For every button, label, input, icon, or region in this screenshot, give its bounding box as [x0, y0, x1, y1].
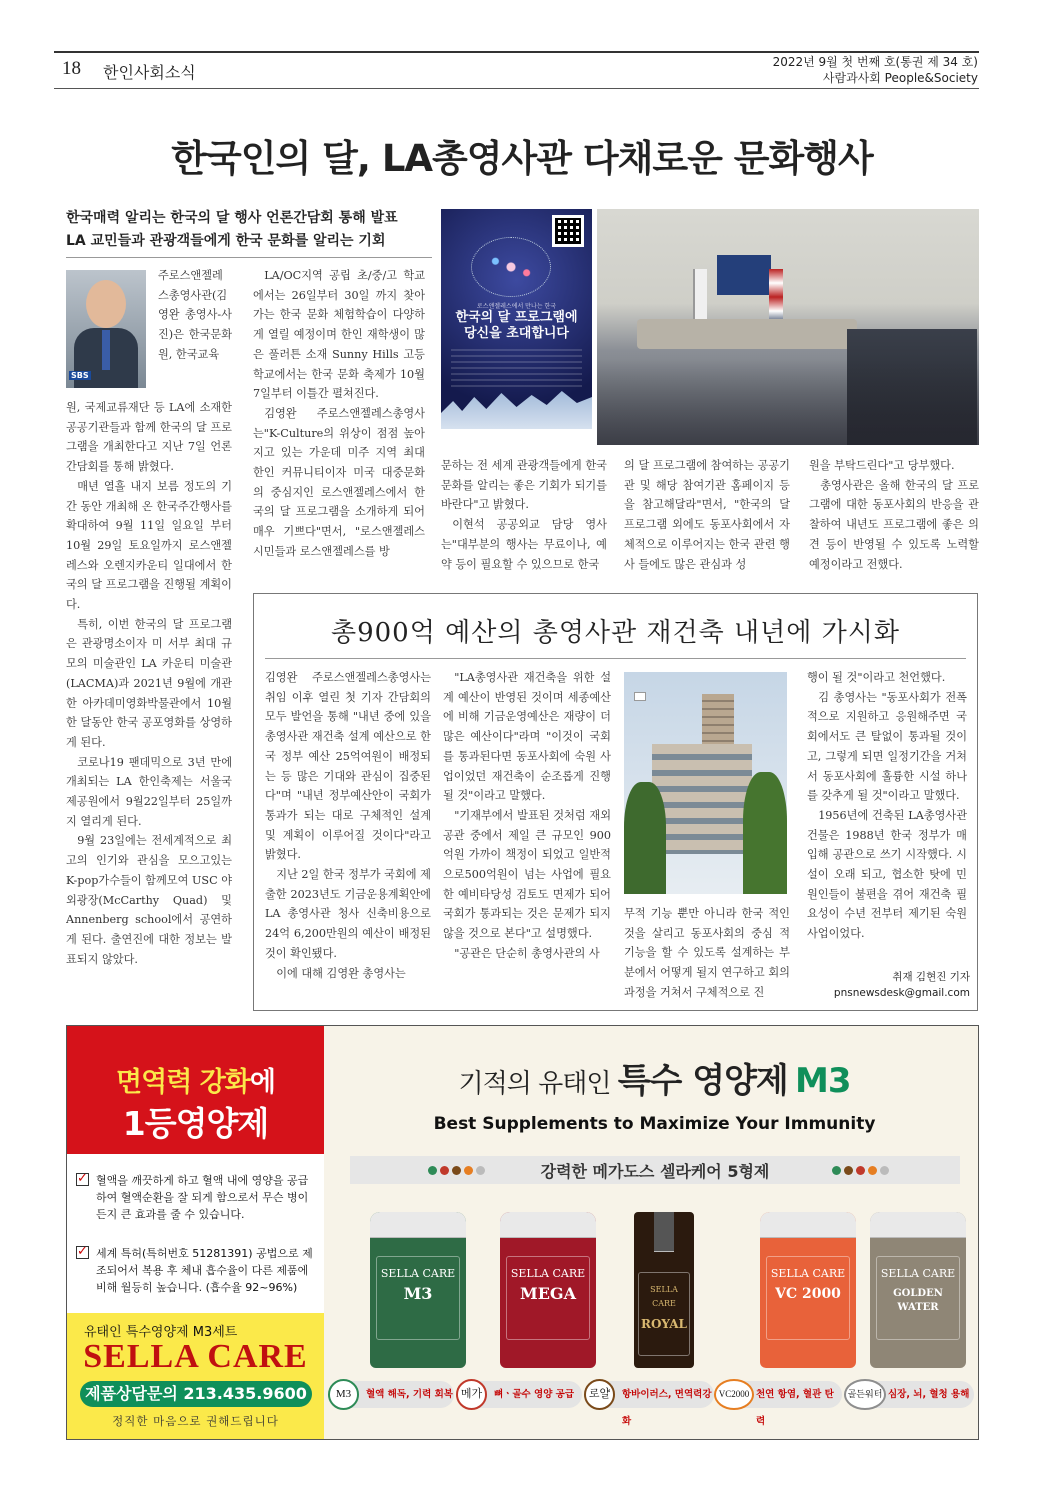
ad-check-text-2: 세계 특허(특허번호 51281391) 공법으로 제조되어서 복용 후 체내 흡수율이 다른 제품에 비해 월등히 높습니다. (흡수율 92~96%) — [96, 1247, 313, 1294]
reporter-name: 취재 김현진 기자 — [892, 971, 970, 983]
a2-col3-para-1: 무적 기능 뿐만 아니라 한국 적인 것을 살리고 동포사회의 중심 적 기능을 할 수 있도록 설계하는 부분에서 어떻게 될지 연구하고 회의 과정을 거쳐서 구체적으로 진 — [624, 907, 790, 999]
col5-para-1: 원을 부탁드린다"고 당부했다. — [809, 459, 955, 472]
article1-col5 — [809, 456, 979, 574]
reporter-email[interactable]: pnsnewsdesk@gmail.com — [833, 987, 970, 999]
a2-col2-para-3: "공관은 단순히 총영사관의 사 — [454, 946, 600, 960]
subhead-line-1: 한국매력 알리는 한국의 달 행사 언론간담회 통해 발표 — [66, 210, 398, 226]
poster-title-line-1: 한국의 달 프로그램에 — [455, 310, 578, 325]
ad-main-title — [330, 1053, 979, 1102]
ad-phone-button[interactable]: 제품상담문의 213.435.9600 — [80, 1381, 312, 1407]
col1-para-2: 매년 열흘 내지 보름 정도의 기간 동안 개최해 온 한국주간행사를 확대하여 9월 11일 일요일 부터 10월 29일 토요일까지 로스앤젤레스와 오렌지카운티 일대에서 한국의 달 프로그램을 진행될 계획이다. — [66, 479, 232, 612]
ad-check-text-1: 혈액을 깨끗하게 하고 혈액 내에 영양을 공급하여 혈액순환을 잘 되게 함으로서 무슨 병이든지 큰 효과를 줄 수 있습니다. — [96, 1174, 309, 1221]
article2-col2 — [443, 668, 611, 1008]
article2-col3 — [624, 904, 790, 1003]
tree-right — [743, 772, 787, 894]
pill-m3 — [330, 1381, 454, 1408]
bottle-vc2000 — [760, 1212, 856, 1368]
bottle-name: ROYAL — [641, 1317, 687, 1331]
broadcaster-logo: SBS — [71, 371, 89, 380]
bottle-name: GOLDEN WATER — [893, 1288, 943, 1313]
ad-title-product: M3 — [795, 1061, 851, 1101]
col5-para-2: 총영사관은 올해 한국의 달 프로그램에 대한 동포사회의 반응을 관찰하여 내년도 프로그램에 좋은 의견 등이 반영될 수 있도록 노력할 예정이라고 전했다. — [809, 478, 979, 571]
ad-band-text: 강력한 메가도스 셀라케어 5형제 — [540, 1162, 770, 1181]
consulate-building-photo — [624, 672, 787, 894]
col1-para-3: 특히, 이번 한국의 달 프로그램은 관광명소이자 미 서부 최대 규모의 미술관인 LA 카운티 미술관(LACMA)과 2021년 9월에 개관한 아카데미영화박물관에서 10월 한 달동안 한국 공포영화를 상영하게 된다. — [66, 617, 232, 749]
article2-title-rule — [265, 658, 966, 659]
pill-code: M3 — [328, 1379, 359, 1410]
bottle-royal — [634, 1212, 694, 1368]
subhead — [66, 207, 398, 253]
pill-text: 천연 항염, 혈관 탄력 — [756, 1389, 834, 1427]
pill-text: 뼈ㆍ골수 영양 공급 — [494, 1389, 575, 1400]
dots-right-icon — [832, 1166, 892, 1175]
press-conference-photo — [597, 209, 979, 445]
bottle-name: MEGA — [520, 1284, 576, 1303]
col1-para-4: 코로나19 팬데믹으로 3년 만에 개최되는 LA 한인축제는 서울국제공원에서 9월22일부터 25일까지 열리게 된다. — [66, 755, 232, 828]
pill-vc2000 — [716, 1381, 842, 1427]
col2-para-1: LA/OC지역 공립 초/중/고 학교에서는 26일부터 30일 까지 찾아가는 한국 문화 체험학습이 다양하게 열릴 예정이며 한인 재학생이 많은 풀러튼 소재 Sunny Hills 고등학교에서는 한국 문화 축제가 10월7일부터 이틀간 펼쳐진다. — [253, 269, 425, 401]
ad-left-title-1 — [67, 1060, 324, 1099]
a2-col4-para-2: 김 총영사는 "동포사회가 전폭적으로 지원하고 응원해주면 국회에서도 큰 탈없이 통과될 것이고, 그렇게 되면 일정기간을 거쳐서 동포사회에 훌륭한 시설 하나를 갖추게 될 것"이라고 말했다. — [807, 690, 967, 803]
col1-beside-photo — [158, 266, 232, 398]
article2-col1 — [265, 668, 431, 1008]
pill-text: 항바이러스, 면역력강화 — [622, 1389, 712, 1427]
firework-graphic — [471, 237, 551, 297]
bottle-label — [766, 1256, 850, 1340]
tree-left — [624, 782, 666, 894]
ad-title-suffix: 에 — [249, 1067, 275, 1098]
article1-col2 — [253, 266, 425, 586]
bottle-label — [376, 1256, 460, 1340]
ad-note: 정직한 마음으로 권해드립니다 — [112, 1414, 279, 1428]
pill-golden-water — [846, 1381, 974, 1408]
pill-code: 메가 — [456, 1379, 487, 1410]
bottle-name: VC 2000 — [775, 1286, 841, 1302]
a2-col2-para-1: "LA총영사관 재건축을 위한 설계 예산이 반영된 것이며 세종예산에 비해 기금운영예산은 재량이 더 많은 예산이다"라며 "이것이 국회를 통과된다면 동포사회에 숙원 사업이었던 재건축이 순조롭게 진행될 것"이라고 말했다. — [443, 671, 611, 803]
a2-col4-para-3: 1956년에 건축된 LA총영사관 건물은 1988년 한국 정부가 매입해 공관으로 쓰기 시작했다. 시설이 오래 되고, 협소한 탓에 민원인들이 불편을 겪어 재건축 필요성이 수년 전부터 제기된 숙원 사업이었다. — [807, 808, 967, 941]
col3-para-1: 문하는 전 세계 관광객들에게 한국 문화를 알리는 좋은 기회가 되기를 바란다"고 밝혔다. — [441, 459, 607, 512]
a2-col2-para-2: "기재부에서 발표된 것처럼 재외공관 중에서 제일 큰 규모인 900억원 가까이 책정이 되었고 일반적으로500억원이 넘는 사업에 필요한 예비타당성 검토도 면제가 되어 국회가 통과되는 것은 문제가 되지 않을 것으로 본다"고 설명했다. — [443, 808, 611, 941]
pill-code: VC2000 — [714, 1379, 754, 1410]
article1-col3 — [441, 456, 607, 574]
pill-mega — [458, 1381, 582, 1408]
bottle-mega — [500, 1212, 596, 1368]
article2-title: 총900억 예산의 총영사관 재건축 내년에 가시화 — [330, 618, 901, 648]
col3-para-2: 이현석 공공외교 담당 영사는"대부분의 행사는 무료이나, 예약 등이 필요할 수 있으므로 한국 — [441, 518, 607, 571]
checkbox-icon: ✓ — [77, 1244, 88, 1259]
header-rule-bottom — [54, 88, 979, 89]
a2-col1-para-1: 김영완 주로스앤젤레스총영사는 취임 이후 열린 첫 기자 간담회의 모두 발언을 통해 "내년 중에 있을 총영사관 재건축 설계 예산으로 한국 정부 예산 25억여원이 배정되는 등 많은 기대와 관심이 집중된다"며 "내년 정부예산안이 국회가 통과가 되는 대로 구체적인 설계 및 계획이 이루어질 것이다"라고 밝혔다. — [265, 671, 431, 862]
bottle-brand: SELLA CARE — [510, 1267, 586, 1280]
col4-para-1: 의 달 프로그램에 참여하는 공공기관 및 해당 참여기관 홈페이지 등을 참고해달라"면서, "한국의 달 프로그램 외에도 동포사회에서 자체적으로 이루어지는 한국 관련 행사 들에도 많은 관심과 성 — [624, 459, 790, 571]
ad-set-label: 유태인 특수영양제 M3세트 — [84, 1325, 238, 1340]
ad-english-tagline: Best Supplements to Maximize Your Immunity — [433, 1114, 876, 1134]
a2-col4-para-1: 행이 될 것"이라고 천언했다. — [807, 671, 946, 684]
ad-title-highlight: 면역력 강화 — [116, 1067, 250, 1098]
checkbox-icon: ✓ — [77, 1171, 88, 1186]
city-skyline-graphic — [441, 389, 592, 429]
pill-text: 혈액 해독, 기력 회복 — [366, 1389, 453, 1400]
byline — [834, 969, 970, 1001]
col1-para-5: 9월 23일에는 전세계적으로 최고의 인기와 관심을 모으고있는 K-pop가수들이 함께모여 USC 야외광장(McCarthy Quad) 및 Annenberg school에서 공연하게 된다. 출연진에 대한 정보는 발표되지 않았다. — [66, 834, 232, 966]
headline: 한국인의 달, LA총영사관 다채로운 문화행사 — [171, 137, 873, 180]
pill-code: 골든워터 — [844, 1379, 886, 1410]
article2-col4 — [807, 668, 967, 968]
backdrop-banner — [717, 255, 771, 295]
ad-title-bold: 특수 영양제 — [617, 1061, 788, 1101]
ad-left-title-2: 1등영양제 — [122, 1104, 269, 1143]
poster-small-text: 로스앤젤레스에서 만나는 한국 — [476, 303, 557, 310]
pill-code: 로얄 — [584, 1379, 615, 1410]
bottle-label — [638, 1272, 690, 1356]
bottle-label — [506, 1256, 590, 1340]
flag-shape — [693, 269, 707, 325]
bottle-name: M3 — [403, 1284, 433, 1303]
bottle-brand: SELLA CARE — [650, 1285, 678, 1308]
issue-number: 2022년 9월 첫 번째 호(통권 제 34 호) — [772, 55, 978, 69]
ad-check-item-2 — [77, 1244, 318, 1296]
issue-info — [773, 54, 978, 86]
poster-sponsor-strip — [441, 429, 592, 445]
bottle-golden-water — [870, 1212, 966, 1368]
poster-title — [441, 310, 592, 342]
us-flag-shape — [769, 269, 783, 325]
col1-intro-continued: 원, 국제교류재단 등 LA에 소재한 공공기관들과 함께 한국의 달 프로그램을 개최한다고 지난 7일 언론간담회를 통해 밝혔다. — [66, 401, 232, 474]
publication-name: 사람과사회 People&Society — [822, 71, 978, 85]
bottle-brand: SELLA CARE — [770, 1267, 846, 1280]
conference-table — [637, 319, 857, 349]
qr-code-icon[interactable] — [552, 215, 584, 247]
korean-flag-icon — [634, 692, 646, 701]
korea-month-poster — [441, 209, 592, 445]
page-number: 18 — [62, 58, 81, 79]
col1-intro-text: 주로스앤젤레스총영사관(김영완 총영사-사진)은 한국문화원, 한국교육 — [158, 269, 232, 361]
subhead-rule — [66, 257, 432, 258]
subhead-line-2: LA 교민들과 관광객들에게 한국 문화를 알리는 기회 — [66, 233, 386, 249]
poster-title-line-2: 당신을 초대합니다 — [464, 326, 569, 341]
bottle-label — [876, 1256, 960, 1340]
pill-text: 심장, 뇌, 혈청 용해 — [888, 1389, 970, 1400]
poster-schedule-block — [451, 349, 582, 389]
article1-col4 — [624, 456, 790, 574]
ad-title-pre: 기적의 유태인 — [458, 1069, 611, 1099]
floor-shadow — [597, 359, 979, 445]
header-rule — [54, 51, 979, 53]
building-facade — [652, 744, 752, 854]
bottle-brand: SELLA CARE — [380, 1267, 456, 1280]
pill-royal — [586, 1381, 714, 1427]
bottle-brand: SELLA CARE — [880, 1267, 956, 1280]
ad-brand-name: SELLA CARE — [83, 1338, 308, 1375]
bottle-m3 — [370, 1212, 466, 1368]
a2-col1-para-2: 지난 2일 한국 정부가 국회에 제출한 2023년도 기금운용계획안에 LA 총영사관 청사 신축비용으로 24억 6,200만원의 예산이 배정된 것이 확인됐다. — [265, 868, 431, 960]
ad-check-item-1 — [77, 1171, 312, 1223]
col2-para-2: 김영완 주로스앤젤레스총영사는"K-Culture의 위상이 점점 높아지고 있는 가운데 미주 지역 최대 한인 커뮤니티이자 미국 대중문화의 중심지인 로스앤젤레스에서 한국의 달 프로그램을 소개하게 되어 매우 기쁘다"면서, "로스앤젤레스 시민들과 로스앤젤레스를 방 — [253, 406, 425, 558]
a2-col1-para-3: 이에 대해 김영완 총영사는 — [276, 966, 406, 980]
section-title: 한인사회소식 — [103, 63, 196, 82]
